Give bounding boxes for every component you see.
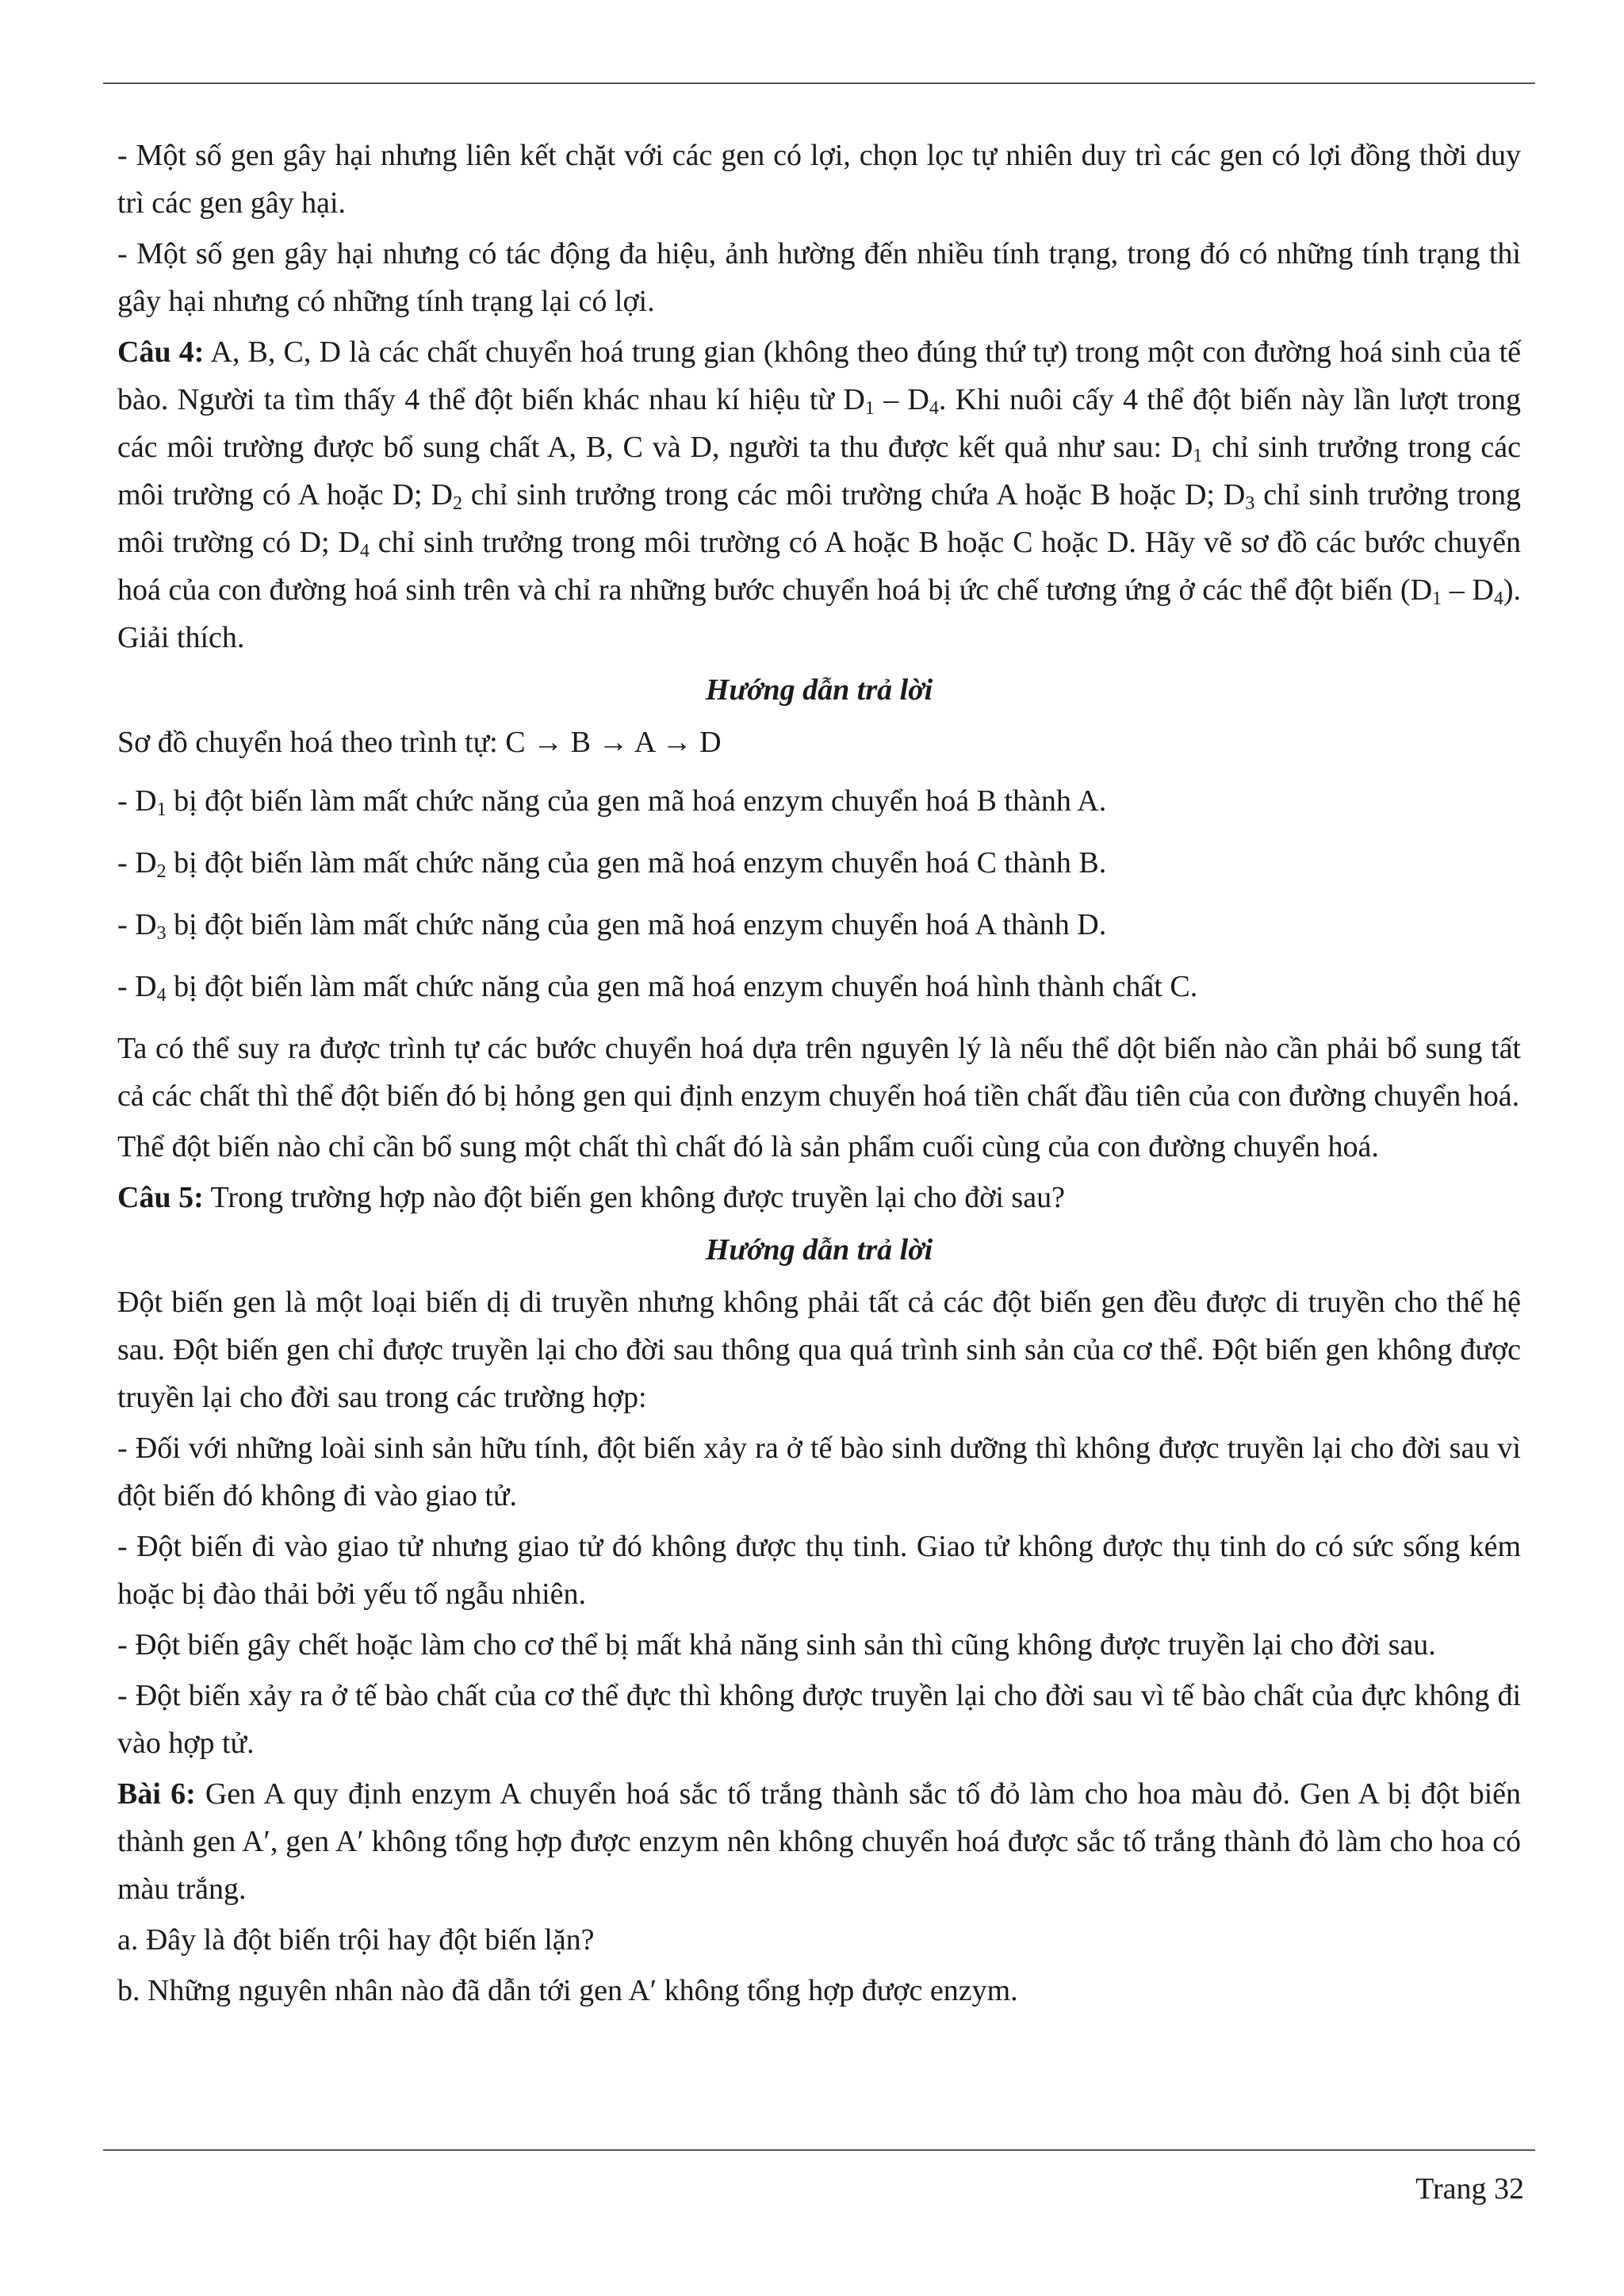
math-D4: $D_4$ <box>338 526 370 562</box>
gene-symbol: A′ <box>628 1974 657 2007</box>
paragraph: - Đột biến xảy ra ở tế bào chất của cơ thể đực thì không được truyền lại cho đời sau vì tế bào chất của đực không đi vào hợp tử. <box>117 1679 1521 1760</box>
paragraph: - Đột biến đi vào giao tử nhưng giao tử đó không được thụ tinh. Giao tử không được thụ tinh do có sức sống kém hoặc bị đào thải bởi yếu tố ngẫu nhiên. <box>117 1530 1521 1611</box>
math-D1: $D_1$ <box>1170 431 1203 466</box>
answer-heading: Hướng dẫn trả lời <box>705 673 933 707</box>
question-label: Bài 6: <box>117 1777 196 1811</box>
paragraph: - Đột biến gây chết hoặc làm cho cơ thể bị mất khả năng sinh sản thì cũng không được truyền lại cho đời sau. <box>117 1628 1436 1662</box>
paragraph: Ta có thể suy ra được trình tự các bước chuyển hoá dựa trên nguyên lý là nếu thể dột biến nào cần phải bổ sung tất cả các chất thì thể đột biến đó bị hỏng gen qui định enzym chuyển hoá tiền chất đầu tiên của con đường chuyển hoá. <box>117 1032 1521 1113</box>
question-label: Câu 4: <box>117 335 205 369</box>
paragraph: - Một số gen gây hại nhưng liên kết chặt với các gen có lợi, chọn lọc tự nhiên duy trì các gen có lợi đồng thời duy trì các gen gây hại. <box>117 139 1521 220</box>
page-number: Trang 32 <box>1415 2172 1524 2206</box>
mutant-line-2: - $D_2$ bị đột biến làm mất chức năng của gen mã hoá enzym chuyển hoá C thành B. <box>117 846 1107 882</box>
header-rule <box>103 82 1535 84</box>
math-D2: $D_2$ <box>431 478 462 514</box>
gene-symbol: A′ <box>242 1825 270 1858</box>
sub-question-a: a. Đây là đột biến trội hay đột biến lặn? <box>117 1923 595 1957</box>
question-5: Câu 5: Trong trường hợp nào đột biến gen không được truyền lại cho đời sau? <box>117 1181 1065 1214</box>
question-label: Câu 5: <box>117 1181 204 1214</box>
mutant-line-1: - $D_1$ bị đột biến làm mất chức năng của gen mã hoá enzym chuyển hoá B thành A. <box>117 784 1107 820</box>
question-6: Bài 6: Gen A quy định enzym A chuyển hoá sắc tố trắng thành sắc tố đỏ làm cho hoa màu đỏ. Gen A bị đột biến thành gen A′, gen A′ không tổng hợp được enzym nên không chuyển hoá được sắc tố trắng thành đỏ làm cho hoa có màu trắng. <box>117 1777 1521 1906</box>
math-D1-D4: $D_1 - D_4$ <box>1410 573 1503 609</box>
answer-heading: Hướng dẫn trả lời <box>705 1233 933 1267</box>
paragraph: Đột biến gen là một loại biến dị di truyền nhưng không phải tất cả các đột biến gen đều được di truyền cho thế hệ sau. Đột biến gen chỉ được truyền lại cho đời sau thông qua quá trình sinh sản của cơ thể. Đột biến gen không được truyền lại cho đời sau trong các trường hợp: <box>117 1286 1521 1414</box>
paragraph: - Một số gen gây hại nhưng có tác động đa hiệu, ảnh hường đến nhiều tính trạng, trong đó có những tính trạng thì gây hại nhưng có những tính trạng lại có lợi. <box>117 237 1521 318</box>
mutant-line-4: - $D_4$ bị đột biến làm mất chức năng của gen mã hoá enzym chuyển hoá hình thành chất C. <box>117 970 1198 1006</box>
math-D3: $D_3$ <box>1223 478 1255 514</box>
question-4: Câu 4: A, B, C, D là các chất chuyển hoá trung gian (không theo đúng thứ tự) trong một con đường hoá sinh của tế bào. Người ta tìm thấy 4 thể đột biến khác nhau kí hiệu từ $D_1 - D_4$. Khi nuôi cấy 4 thể đột biến này lần lượt trong các môi trường được bổ sung chất A, B, C và D, người ta thu được kết quả như sau: $D_1$ chỉ sinh trưởng trong các môi trường có A hoặc D; $D_2$ chỉ sinh trưởng trong các môi trường chứa A hoặc B hoặc D; $D_3$ chỉ sinh trưởng trong môi trường có D; $D_4$ chỉ sinh trưởng trong môi trường có A hoặc B hoặc C hoặc D. Hãy vẽ sơ đồ các bước chuyển hoá của con đường hoá sinh trên và chỉ ra những bước chuyển hoá bị ức chế tương ứng ở các thể đột biến $(D_1 - D_4)$. Giải thích. <box>117 335 1522 654</box>
math-D1-D4: $D_1 - D_4$ <box>843 383 939 419</box>
paragraph: - Đối với những loài sinh sản hữu tính, đột biến xảy ra ở tế bào sinh dưỡng thì không được truyền lại cho đời sau vì đột biến đó không đi vào giao tử. <box>117 1432 1521 1512</box>
page-content <box>117 132 1521 2018</box>
scheme-line: Sơ đồ chuyển hoá theo trình tự: C → B → A → D <box>117 726 722 759</box>
sub-question-b: b. Những nguyên nhân nào đã dẫn tới gen A′ không tổng hợp được enzym. <box>117 1974 1018 2007</box>
gene-symbol: A′ <box>335 1825 364 1858</box>
paragraph: Thể đột biến nào chỉ cần bổ sung một chất thì chất đó là sản phẩm cuối cùng của con đường chuyển hoá. <box>117 1130 1379 1163</box>
mutant-line-3: - $D_3$ bị đột biến làm mất chức năng của gen mã hoá enzym chuyển hoá A thành D. <box>117 908 1107 944</box>
footer-rule <box>103 2149 1535 2151</box>
